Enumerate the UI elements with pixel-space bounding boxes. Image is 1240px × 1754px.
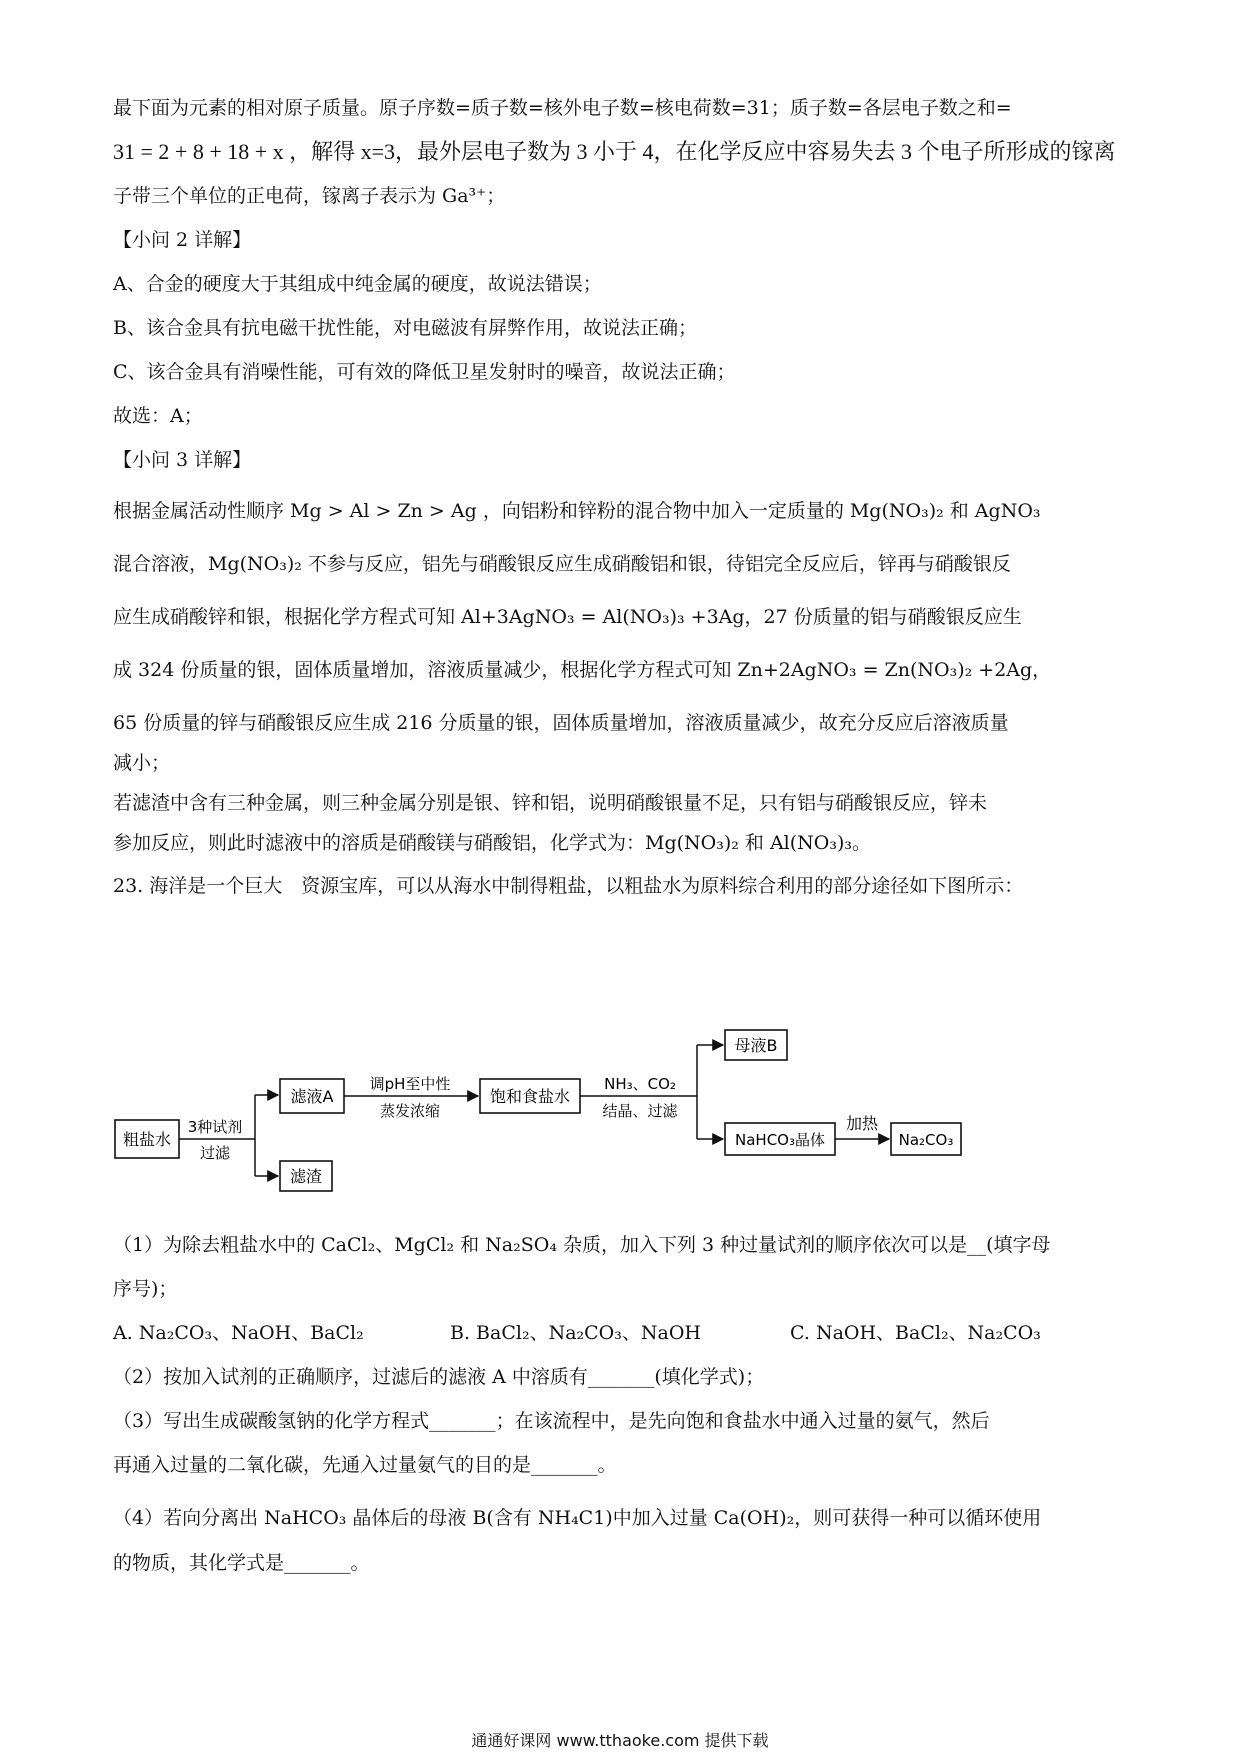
text-line: 31 = 2 + 8 + 18 + x ，解得 x=3，最外层电子数为 3 小于 4，在化学反应中容易失去 3 个电子所形成的镓离 [113, 139, 1116, 164]
box-filtrate-a [280, 1079, 344, 1113]
box-saturated-brine [480, 1079, 580, 1113]
question-line: （1）为除去粗盐水中的 CaCl₂、MgCl₂ 和 Na₂SO₄ 杂质，加入下列 3 种过量试剂的顺序依次可以是__(填字母 [113, 1234, 1051, 1256]
text-line: 故选：A； [113, 405, 203, 427]
question-line: 序号)； [113, 1278, 178, 1300]
box-na2co3 [891, 1123, 961, 1155]
question-line: 的物质，其化学式是_______。 [113, 1552, 370, 1574]
svg-text:NaHCO₃晶体: NaHCO₃晶体 [735, 1131, 825, 1149]
svg-text:滤渣: 滤渣 [289, 1167, 323, 1186]
arrow-label: 调pH至中性 [369, 1075, 451, 1093]
option-a: A. Na₂CO₃、NaOH、BaCl₂ [113, 1322, 364, 1344]
svg-text:粗盐水: 粗盐水 [122, 1130, 172, 1149]
text-line: 混合溶液，Mg(NO₃)₂ 不参与反应，铝先与硝酸银反应生成硝酸铝和银，待铝完全反应后，锌再与硝酸银反 [113, 553, 1011, 575]
arrow-label: 加热 [845, 1114, 879, 1133]
question-line: 再通入过量的二氧化碳，先通入过量氨气的目的是_______。 [113, 1454, 617, 1476]
text-line: 若滤渣中含有三种金属，则三种金属分别是银、锌和铝，说明硝酸银量不足，只有铝与硝酸银反应，锌未 [113, 792, 988, 814]
option-c: C. NaOH、BaCl₂、Na₂CO₃ [790, 1322, 1041, 1344]
text-line: 参加反应，则此时滤液中的溶质是硝酸镁与硝酸铝，化学式为：Mg(NO₃)₂ 和 Al(NO₃)₃。 [113, 832, 872, 854]
svg-text:饱和食盐水: 饱和食盐水 [489, 1087, 571, 1106]
section-heading: 【小问 3 详解】 [113, 449, 252, 471]
box-mother-liquor-b [725, 1030, 787, 1060]
text-line: 65 份质量的锌与硝酸银反应生成 216 分质量的银，固体质量增加，溶液质量减少，故充分反应后溶液质量 [113, 712, 1009, 734]
text-line: B、该合金具有抗电磁干扰性能，对电磁波有屏弊作用，故说法正确； [113, 317, 697, 339]
text-line: 成 324 份质量的银，固体质量增加，溶液质量减少，根据化学方程式可知 Zn+2AgNO₃ = Zn(NO₃)₂ +2Ag， [113, 659, 1052, 681]
process-flow-diagram [110, 1025, 990, 1205]
svg-text:滤液A: 滤液A [290, 1087, 334, 1106]
question-line: （4）若向分离出 NaHCO₃ 晶体后的母液 B(含有 NH₄C1)中加入过量 Ca(OH)₂，则可获得一种可以循环使用 [113, 1507, 1042, 1529]
box-nahco3-crystal [725, 1123, 835, 1155]
section-heading: 【小问 2 详解】 [113, 229, 252, 251]
svg-text:Na₂CO₃: Na₂CO₃ [898, 1131, 954, 1149]
text-line: 应生成硝酸锌和银，根据化学方程式可知 Al+3AgNO₃ = Al(NO₃)₃ +3Ag，27 份质量的铝与硝酸银反应生 [113, 606, 1022, 628]
page-footer: 通通好课网 www.tthaoke.com 提供下载 [471, 1731, 769, 1750]
question-line: （2）按加入试剂的正确顺序，过滤后的滤液 A 中溶质有_______(填化学式)； [113, 1366, 765, 1388]
question-stem: 23. 海洋是一个巨大 资源宝库，可以从海水中制得粗盐，以粗盐水为原料综合利用的部分途径如下图所示： [113, 875, 1024, 897]
question-line: （3）写出生成碳酸氢钠的化学方程式_______；在该流程中，是先向饱和食盐水中通入过量的氨气，然后 [113, 1410, 990, 1432]
text-line: A、合金的硬度大于其组成中纯金属的硬度，故说法错误； [113, 273, 602, 295]
text-line: 减小； [113, 752, 171, 774]
svg-text:母液B: 母液B [734, 1036, 778, 1055]
arrow-label: 3种试剂 [187, 1118, 243, 1136]
box-residue [280, 1161, 332, 1191]
arrow-label: NH₃、CO₂ [604, 1075, 676, 1093]
text-line: C、该合金具有消噪性能，可有效的降低卫星发射时的噪音，故说法正确； [113, 361, 736, 383]
text-line: 子带三个单位的正电荷，镓离子表示为 Ga³⁺； [113, 185, 506, 207]
arrow-label: 结晶、过滤 [602, 1102, 678, 1120]
text-line: 最下面为元素的相对原子质量。原子序数=质子数=核外电子数=核电荷数=31；质子数=各层电子数之和= [113, 97, 1012, 119]
arrow-label: 蒸发浓缩 [379, 1102, 441, 1120]
box-crude-brine [115, 1120, 179, 1158]
text-line: 根据金属活动性顺序 Mg > Al > Zn > Ag ，向铝粉和锌粉的混合物中加入一定质量的 Mg(NO₃)₂ 和 AgNO₃ [113, 500, 1041, 522]
arrow-label: 过滤 [199, 1144, 231, 1162]
option-b: B. BaCl₂、Na₂CO₃、NaOH [450, 1322, 701, 1344]
